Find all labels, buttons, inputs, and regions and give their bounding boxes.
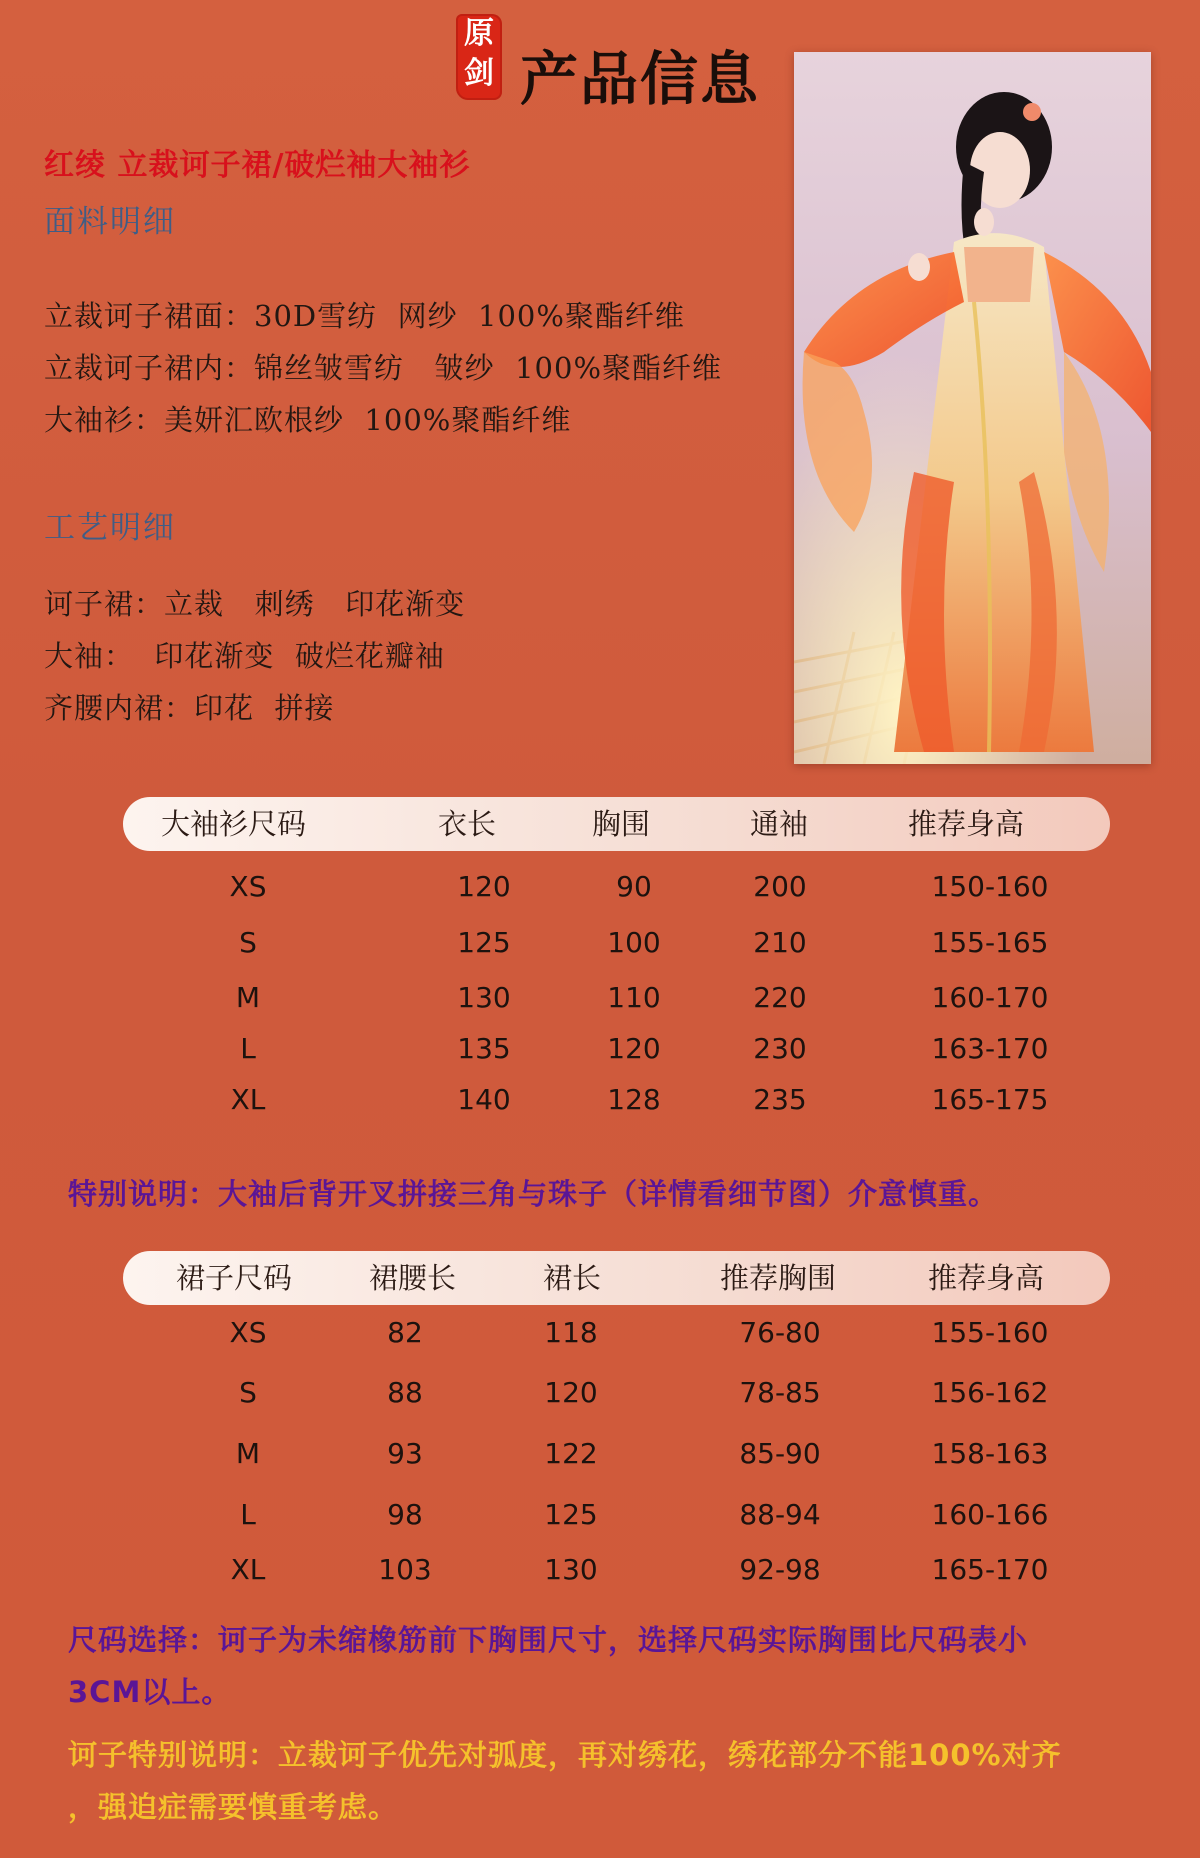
fabric-line: 立裁诃子裙面：30D雪纺 网纱 100%聚酯纤维: [44, 299, 685, 333]
size-label-cell: XS: [229, 1316, 267, 1349]
table-cell: 200: [753, 870, 807, 903]
column-header: 裙长: [543, 1261, 602, 1295]
skirt-size-table-header: [123, 1251, 1110, 1305]
table-cell: 163-170: [931, 1032, 1049, 1065]
column-header: 通袖: [750, 807, 809, 841]
size-selection-note: 尺码选择：诃子为未缩橡筋前下胸围尺寸，选择尺码实际胸围比尺码表小: [68, 1623, 1029, 1657]
size-label-cell: L: [240, 1032, 256, 1065]
table-cell: 235: [753, 1083, 807, 1116]
table-cell: 82: [387, 1316, 423, 1349]
table-cell: 156-162: [931, 1376, 1049, 1409]
special-note: 特别说明：大袖后背开叉拼接三角与珠子（详情看细节图）介意慎重。: [68, 1177, 999, 1211]
table-cell: 100: [607, 926, 661, 959]
table-cell: 93: [387, 1437, 423, 1470]
table-cell: 160-166: [931, 1498, 1049, 1531]
table-cell: 103: [378, 1553, 432, 1586]
model-illustration: [794, 52, 1151, 764]
craft-line: 齐腰内裙：印花 拼接: [44, 691, 335, 725]
size-label-cell: XS: [229, 870, 267, 903]
table-cell: 78-85: [739, 1376, 821, 1409]
table-cell: 90: [616, 870, 652, 903]
fabric-section-title: 面料明细: [44, 204, 176, 240]
craft-line: 诃子裙：立裁 刺绣 印花渐变: [44, 587, 466, 621]
table-cell: 85-90: [739, 1437, 821, 1470]
column-header: 推荐胸围: [720, 1261, 837, 1295]
table-cell: 120: [457, 870, 511, 903]
brand-seal-logo: [456, 14, 502, 100]
table-cell: 140: [457, 1083, 511, 1116]
product-photo: [794, 52, 1151, 764]
size-label-cell: XL: [230, 1553, 266, 1586]
table-cell: 220: [753, 981, 807, 1014]
size-selection-note-cont: 3CM以上。: [68, 1675, 232, 1709]
page-title: 产品信息: [520, 45, 761, 113]
craft-line: 大袖： 印花渐变 破烂花瓣袖: [44, 639, 445, 673]
seal-char-bottom: 剑: [464, 56, 494, 91]
table-cell: 76-80: [739, 1316, 821, 1349]
size-label-cell: XL: [230, 1083, 266, 1116]
table-cell: 150-160: [931, 870, 1049, 903]
table-cell: 88: [387, 1376, 423, 1409]
table-cell: 110: [607, 981, 661, 1014]
table-cell: 160-170: [931, 981, 1049, 1014]
table-cell: 125: [544, 1498, 598, 1531]
table-cell: 98: [387, 1498, 423, 1531]
table-cell: 125: [457, 926, 511, 959]
fabric-line: 大袖衫：美妍汇欧根纱 100%聚酯纤维: [44, 403, 572, 437]
table-cell: 128: [607, 1083, 661, 1116]
column-header: 推荐身高: [908, 807, 1025, 841]
hezi-special-note: 诃子特别说明：立裁诃子优先对弧度，再对绣花，绣花部分不能100%对齐: [68, 1738, 1062, 1772]
column-header: 胸围: [592, 807, 651, 841]
table-cell: 155-165: [931, 926, 1049, 959]
size-label-cell: S: [239, 926, 257, 959]
table-cell: 122: [544, 1437, 598, 1470]
table-cell: 92-98: [739, 1553, 821, 1586]
column-header: 衣长: [438, 807, 497, 841]
table-cell: 135: [457, 1032, 511, 1065]
hezi-special-note-cont: ，强迫症需要慎重考虑。: [68, 1790, 399, 1824]
fabric-line: 立裁诃子裙内：锦丝皱雪纺 皱纱 100%聚酯纤维: [44, 351, 722, 385]
column-header: 裙腰长: [369, 1261, 457, 1295]
table-cell: 120: [544, 1376, 598, 1409]
table-cell: 165-175: [931, 1083, 1049, 1116]
table-cell: 165-170: [931, 1553, 1049, 1586]
size-label-cell: S: [239, 1376, 257, 1409]
craft-section-title: 工艺明细: [44, 510, 176, 546]
table-cell: 120: [607, 1032, 661, 1065]
shirt-size-table-header: [123, 797, 1110, 851]
product-name: 红绫 立裁诃子裙/破烂袖大袖衫: [44, 148, 471, 183]
table-cell: 130: [544, 1553, 598, 1586]
size-label-cell: M: [235, 1437, 261, 1470]
size-label-cell: L: [240, 1498, 256, 1531]
table-cell: 210: [753, 926, 807, 959]
column-header: 推荐身高: [928, 1261, 1045, 1295]
table-cell: 158-163: [931, 1437, 1049, 1470]
table-cell: 155-160: [931, 1316, 1049, 1349]
size-label-cell: M: [235, 981, 261, 1014]
column-header: 裙子尺码: [176, 1261, 293, 1295]
seal-char-top: 原: [464, 16, 494, 51]
table-cell: 118: [544, 1316, 598, 1349]
table-cell: 88-94: [739, 1498, 821, 1531]
column-header: 大袖衫尺码: [161, 807, 307, 841]
table-cell: 130: [457, 981, 511, 1014]
table-cell: 230: [753, 1032, 807, 1065]
